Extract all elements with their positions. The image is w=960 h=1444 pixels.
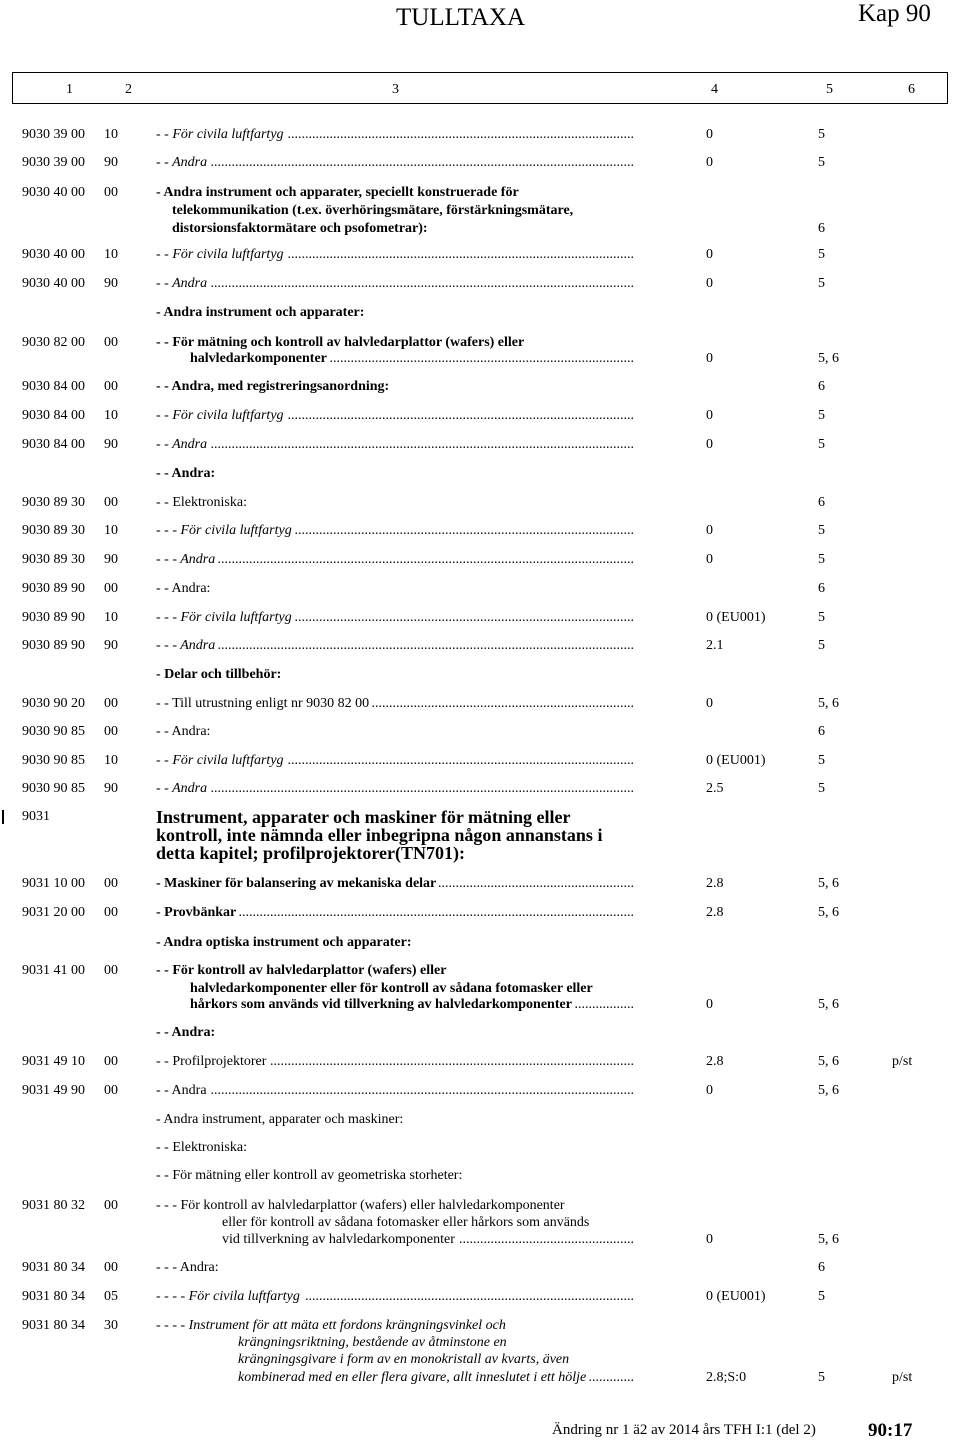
table-row xyxy=(0,962,960,980)
cn-code: 9030 84 00 xyxy=(22,408,85,423)
tariff-suffix: 10 xyxy=(104,247,118,262)
leader-dots: ................................................................................................... xyxy=(287,127,634,142)
general-duty: 0 xyxy=(706,276,713,291)
leader-dots: ....................................................................................... xyxy=(329,351,634,366)
table-row xyxy=(0,522,960,540)
leader-dots: ......................................................................................................................... xyxy=(210,1083,634,1098)
description: - Provbänkar xyxy=(156,905,237,920)
general-duty: 0 xyxy=(706,351,713,366)
table-row xyxy=(0,695,960,713)
description: - - Elektroniska: xyxy=(156,495,247,510)
notes: 5 xyxy=(818,523,825,538)
cn-code: 9030 90 85 xyxy=(22,724,85,739)
leader-dots: ....................................................................................................................... xyxy=(217,552,634,567)
general-duty: 0 xyxy=(706,408,713,423)
table-row xyxy=(0,637,960,655)
table-row xyxy=(0,580,960,598)
description: Instrument, apparater och maskiner för mätning eller xyxy=(156,807,571,827)
table-row xyxy=(0,1111,960,1129)
description: - Andra instrument, apparater och maskiner: xyxy=(156,1112,404,1127)
column-header-box xyxy=(12,72,948,104)
general-duty: 2.8 xyxy=(706,876,724,891)
cn-code: 9031 80 34 xyxy=(22,1318,85,1333)
change-marker xyxy=(2,810,4,824)
description: - - Andra: xyxy=(156,724,211,739)
notes: 6 xyxy=(818,495,825,510)
table-row xyxy=(0,126,960,144)
leader-dots: ................................................................................................... xyxy=(287,753,634,768)
table-row xyxy=(0,275,960,293)
leader-dots: ......................................................................................................................... xyxy=(210,155,634,170)
table-row xyxy=(0,1334,960,1352)
cn-code: 9031 10 00 xyxy=(22,876,85,891)
table-row xyxy=(0,246,960,264)
leader-dots: ....................................................................................................................... xyxy=(217,638,634,653)
description: - - För civila luftfartyg xyxy=(156,247,284,262)
notes: 5 xyxy=(818,276,825,291)
tariff-suffix: 10 xyxy=(104,408,118,423)
leader-dots: ................................................................................................. xyxy=(294,523,634,538)
description: halvledarkomponenter xyxy=(190,351,327,366)
cn-code: 9031 49 10 xyxy=(22,1054,85,1069)
table-row xyxy=(0,465,960,483)
description: halvledarkomponenter eller för kontroll av sådana fotomasker eller xyxy=(190,981,593,996)
description: - - Andra: xyxy=(156,1025,216,1040)
description: - - Andra xyxy=(156,1083,207,1098)
cn-code: 9030 89 30 xyxy=(22,523,85,538)
table-row xyxy=(0,1197,960,1215)
table-row xyxy=(0,378,960,396)
table-row xyxy=(0,826,960,844)
notes: 5, 6 xyxy=(818,997,839,1012)
tariff-suffix: 00 xyxy=(104,724,118,739)
notes: 5 xyxy=(818,408,825,423)
notes: 5, 6 xyxy=(818,905,839,920)
leader-dots: ......................................................................................................................... xyxy=(210,781,634,796)
leader-dots: ................................................................................................. xyxy=(294,610,634,625)
notes: 5, 6 xyxy=(818,696,839,711)
footer-text: Ändring nr 1 ä2 av 2014 års TFH I:1 (del 2) xyxy=(552,1422,816,1438)
tariff-suffix: 90 xyxy=(104,552,118,567)
tariff-suffix: 00 xyxy=(104,1260,118,1275)
description: - - För kontroll av halvledarplattor (wafers) eller xyxy=(156,963,447,978)
description: kontroll, inte nämnda eller inbegripna någon annanstans i xyxy=(156,825,603,845)
description: - - Andra xyxy=(156,276,208,291)
table-row xyxy=(0,1214,960,1232)
cn-code: 9030 39 00 xyxy=(22,155,85,170)
notes: 5 xyxy=(818,552,825,567)
description: - Maskiner för balansering av mekaniska delar xyxy=(156,876,437,891)
tariff-suffix: 00 xyxy=(104,1198,118,1213)
description: - - Andra, med registreringsanordning: xyxy=(156,379,390,394)
table-row xyxy=(0,934,960,952)
table-row xyxy=(0,875,960,893)
unit: p/st xyxy=(892,1054,913,1069)
description: - - - För kontroll av halvledarplattor (wafers) eller halvledarkomponenter xyxy=(156,1198,565,1213)
notes: 6 xyxy=(818,724,825,739)
description: - - Andra: xyxy=(156,581,211,596)
description: - - Andra xyxy=(156,437,208,452)
general-duty: 2.5 xyxy=(706,781,724,796)
notes: 5, 6 xyxy=(818,1083,839,1098)
table-row xyxy=(0,1053,960,1071)
tariff-suffix: 00 xyxy=(104,963,118,978)
description: hårkors som används vid tillverkning av halvledarkomponenter xyxy=(190,997,572,1012)
description: - Andra instrument och apparater, speciellt konstruerade för xyxy=(156,185,519,200)
description: - - För mätning och kontroll av halvledarplattor (wafers) eller xyxy=(156,335,525,350)
table-row xyxy=(0,808,960,826)
notes: 5, 6 xyxy=(818,876,839,891)
cn-code: 9030 90 85 xyxy=(22,781,85,796)
table-row xyxy=(0,666,960,684)
leader-dots: ........................................................................... xyxy=(371,696,634,711)
page-title: TULLTAXA xyxy=(396,4,526,31)
notes: 5 xyxy=(818,753,825,768)
column-number: 5 xyxy=(826,82,833,97)
description: kombinerad med en eller flera givare, allt inneslutet i ett hölje xyxy=(238,1370,587,1385)
tariff-suffix: 00 xyxy=(104,696,118,711)
description: - - För civila luftfartyg xyxy=(156,753,284,768)
tariff-suffix: 00 xyxy=(104,876,118,891)
description: detta kapitel; profilprojektorer(TN701): xyxy=(156,843,465,863)
cn-code: 9030 89 90 xyxy=(22,638,85,653)
leader-dots: ........................................................ xyxy=(438,876,634,891)
table-row xyxy=(0,407,960,425)
tariff-suffix: 90 xyxy=(104,276,118,291)
description: - - - Andra: xyxy=(156,1260,219,1275)
general-duty: 0 xyxy=(706,696,713,711)
cn-code: 9030 90 20 xyxy=(22,696,85,711)
cn-code: 9031 49 90 xyxy=(22,1083,85,1098)
unit: p/st xyxy=(892,1370,913,1385)
tariff-suffix: 00 xyxy=(104,1083,118,1098)
cn-code: 9031 80 34 xyxy=(22,1260,85,1275)
description: vid tillverkning av halvledarkomponenter xyxy=(222,1232,455,1247)
notes: 5 xyxy=(818,437,825,452)
cn-code: 9030 84 00 xyxy=(22,379,85,394)
notes: 5 xyxy=(818,127,825,142)
column-number: 4 xyxy=(711,82,718,97)
general-duty: 0 xyxy=(706,127,713,142)
table-row xyxy=(0,904,960,922)
leader-dots: ................................................................................................................. xyxy=(238,905,634,920)
leader-dots: ......................................................................................................................... xyxy=(210,276,634,291)
general-duty: 0 xyxy=(706,155,713,170)
description: distorsionsfaktormätare och psofometrar): xyxy=(172,221,428,236)
description: - - Profilprojektorer xyxy=(156,1054,267,1069)
table-row xyxy=(0,154,960,172)
table-row xyxy=(0,1082,960,1100)
table-row xyxy=(0,494,960,512)
description: telekommunikation (t.ex. överhöringsmätare, förstärkningsmätare, xyxy=(172,203,574,218)
leader-dots: ............. xyxy=(588,1370,634,1385)
notes: 5, 6 xyxy=(818,1054,839,1069)
notes: 5 xyxy=(818,1289,825,1304)
tariff-suffix: 00 xyxy=(104,379,118,394)
description: - - - - Instrument för att mäta ett fordons krängningsvinkel och xyxy=(156,1318,506,1333)
description: - - - För civila luftfartyg xyxy=(156,523,292,538)
description: - - - För civila luftfartyg xyxy=(156,610,292,625)
notes: 6 xyxy=(818,379,825,394)
cn-code: 9031 41 00 xyxy=(22,963,85,978)
tariff-suffix: 10 xyxy=(104,523,118,538)
table-row xyxy=(0,1139,960,1157)
description: - Andra optiska instrument och apparater: xyxy=(156,935,412,950)
table-row xyxy=(0,1024,960,1042)
table-row xyxy=(0,1167,960,1185)
tariff-suffix: 10 xyxy=(104,753,118,768)
notes: 5 xyxy=(818,247,825,262)
leader-dots: .................................................. xyxy=(459,1232,634,1247)
tariff-suffix: 90 xyxy=(104,638,118,653)
notes: 5 xyxy=(818,638,825,653)
table-row xyxy=(0,350,960,368)
general-duty: 0 (EU001) xyxy=(706,610,766,625)
cn-code: 9031 20 00 xyxy=(22,905,85,920)
cn-code: 9031 80 34 xyxy=(22,1289,85,1304)
description: - - För civila luftfartyg xyxy=(156,408,284,423)
tariff-suffix: 00 xyxy=(104,905,118,920)
cn-code: 9030 39 00 xyxy=(22,127,85,142)
tariff-suffix: 90 xyxy=(104,781,118,796)
description: - - - Andra xyxy=(156,552,216,567)
tariff-suffix: 30 xyxy=(104,1318,118,1333)
description: - - - Andra xyxy=(156,638,216,653)
description: - - Till utrustning enligt nr 9030 82 00 xyxy=(156,696,370,711)
cn-code: 9030 89 90 xyxy=(22,581,85,596)
general-duty: 0 xyxy=(706,1083,713,1098)
tariff-suffix: 90 xyxy=(104,155,118,170)
tariff-suffix: 10 xyxy=(104,127,118,142)
table-row xyxy=(0,1317,960,1335)
notes: 5 xyxy=(818,610,825,625)
page-number: 90:17 xyxy=(868,1420,913,1441)
column-number: 3 xyxy=(392,82,399,97)
table-row xyxy=(0,752,960,770)
leader-dots: .............................................................................................. xyxy=(305,1289,634,1304)
tariff-suffix: 00 xyxy=(104,185,118,200)
general-duty: 2.8 xyxy=(706,905,724,920)
description: - - Andra: xyxy=(156,466,216,481)
description: krängningsgivare i form av en monokristall av kvarts, även xyxy=(238,1352,570,1367)
description: eller för kontroll av sådana fotomasker eller hårkors som används xyxy=(222,1215,590,1230)
table-row xyxy=(0,1259,960,1277)
cn-code: 9030 84 00 xyxy=(22,437,85,452)
notes: 5 xyxy=(818,1370,825,1385)
cn-code: 9030 40 00 xyxy=(22,276,85,291)
general-duty: 0 xyxy=(706,523,713,538)
general-duty: 0 xyxy=(706,437,713,452)
leader-dots: ................................................................................................... xyxy=(287,408,634,423)
general-duty: 2.1 xyxy=(706,638,724,653)
tariff-suffix: 00 xyxy=(104,335,118,350)
notes: 6 xyxy=(818,1260,825,1275)
description: - - Andra xyxy=(156,781,208,796)
table-row xyxy=(0,844,960,862)
column-number: 6 xyxy=(908,82,915,97)
table-row xyxy=(0,780,960,798)
cn-code: 9030 89 90 xyxy=(22,610,85,625)
leader-dots: ................. xyxy=(574,997,634,1012)
tariff-suffix: 90 xyxy=(104,437,118,452)
cn-code: 9030 89 30 xyxy=(22,495,85,510)
tariff-suffix: 00 xyxy=(104,581,118,596)
table-row xyxy=(0,996,960,1014)
general-duty: 0 xyxy=(706,552,713,567)
leader-dots: ................................................................................................... xyxy=(287,247,634,262)
leader-dots: ......................................................................................................................... xyxy=(210,437,634,452)
table-row xyxy=(0,609,960,627)
table-row xyxy=(0,1288,960,1306)
general-duty: 2.8 xyxy=(706,1054,724,1069)
description: - - För mätning eller kontroll av geometriska storheter: xyxy=(156,1168,463,1183)
general-duty: 0 xyxy=(706,997,713,1012)
column-number: 1 xyxy=(66,82,73,97)
leader-dots: ........................................................................................................ xyxy=(270,1054,634,1069)
description: - - Andra xyxy=(156,155,208,170)
tariff-suffix: 00 xyxy=(104,495,118,510)
tariff-suffix: 00 xyxy=(104,1054,118,1069)
general-duty: 0 (EU001) xyxy=(706,1289,766,1304)
table-row xyxy=(0,220,960,238)
general-duty: 0 xyxy=(706,1232,713,1247)
notes: 5, 6 xyxy=(818,1232,839,1247)
description: - - - - För civila luftfartyg xyxy=(156,1289,300,1304)
general-duty: 0 (EU001) xyxy=(706,753,766,768)
cn-code: 9031 80 32 xyxy=(22,1198,85,1213)
column-number: 2 xyxy=(125,82,132,97)
tariff-suffix: 05 xyxy=(104,1289,118,1304)
description: - Andra instrument och apparater: xyxy=(156,305,365,320)
cn-code: 9030 90 85 xyxy=(22,753,85,768)
notes: 6 xyxy=(818,581,825,596)
table-row xyxy=(0,184,960,202)
general-duty: 2.8;S:0 xyxy=(706,1370,747,1385)
cn-code: 9030 89 30 xyxy=(22,552,85,567)
notes: 6 xyxy=(818,221,825,236)
table-row xyxy=(0,1369,960,1387)
table-row xyxy=(0,551,960,569)
notes: 5 xyxy=(818,781,825,796)
description: - - Elektroniska: xyxy=(156,1140,247,1155)
cn-code: 9030 40 00 xyxy=(22,185,85,200)
cn-code: 9030 82 00 xyxy=(22,335,85,350)
notes: 5, 6 xyxy=(818,351,839,366)
cn-code: 9031 xyxy=(22,809,50,824)
notes: 5 xyxy=(818,155,825,170)
description: - Delar och tillbehör: xyxy=(156,667,282,682)
table-row xyxy=(0,723,960,741)
table-row xyxy=(0,1351,960,1369)
chapter-label: Kap 90 xyxy=(858,0,931,27)
cn-code: 9030 40 00 xyxy=(22,247,85,262)
table-row xyxy=(0,436,960,454)
general-duty: 0 xyxy=(706,247,713,262)
tariff-suffix: 10 xyxy=(104,610,118,625)
table-row xyxy=(0,304,960,322)
description: - - För civila luftfartyg xyxy=(156,127,284,142)
table-row xyxy=(0,202,960,220)
description: krängningsriktning, bestående av åtminstone en xyxy=(238,1335,507,1350)
table-row xyxy=(0,1231,960,1249)
